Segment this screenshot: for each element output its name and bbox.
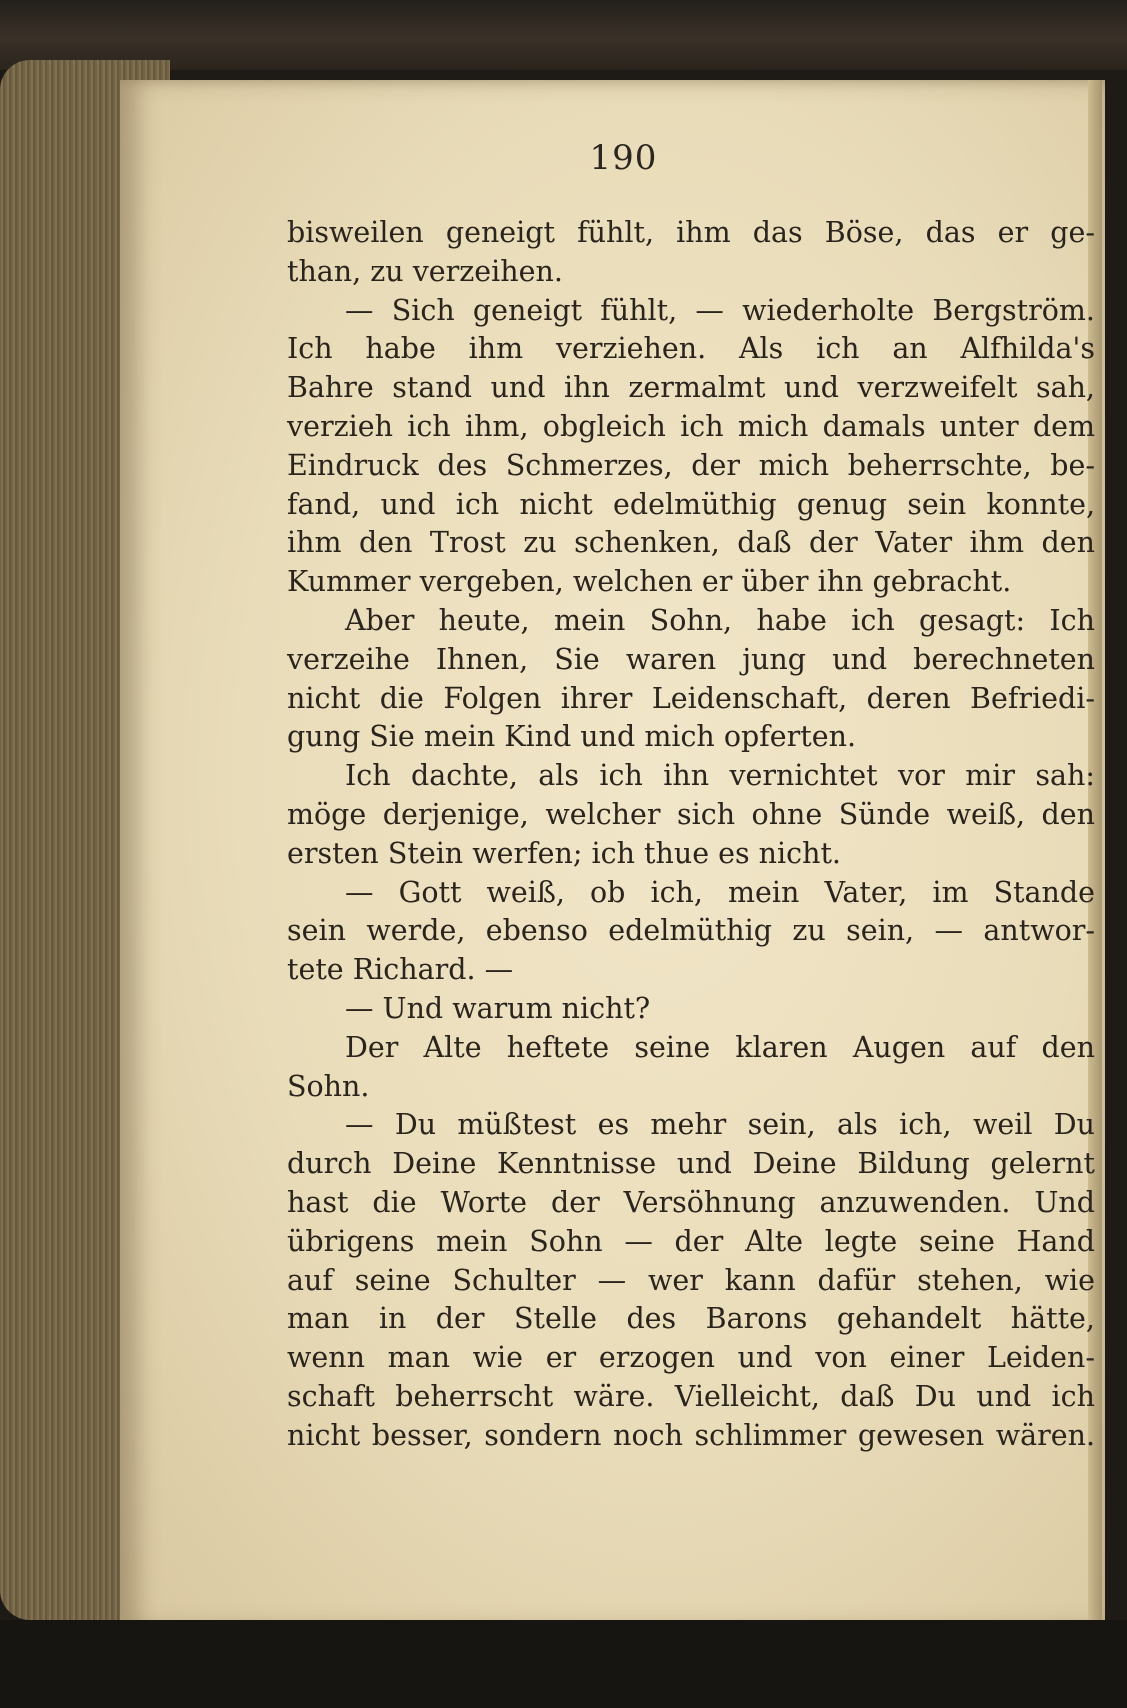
text-line: durch Deine Kenntnisse und Deine Bildung gelernt (287, 1147, 1095, 1181)
text-line: tete Richard. — (287, 953, 514, 987)
text-line: übrigens mein Sohn — der Alte legte seine Hand (287, 1224, 1095, 1258)
text-line: Sohn. (287, 1069, 370, 1103)
text-line: Kummer vergeben, welchen er über ihn gebracht. (287, 565, 1012, 599)
text-line: Ich habe ihm verziehen. Als ich an Alfhilda's (287, 332, 1095, 366)
text-line: nicht besser, sondern noch schlimmer gewesen wären. (287, 1418, 1095, 1452)
text-line: — Gott weiß, ob ich, mein Vater, im Stande (345, 875, 1095, 909)
text-line: man in der Stelle des Barons gehandelt hätte, (287, 1302, 1095, 1336)
text-line: schaft beherrscht wäre. Vielleicht, daß Du und ich (287, 1379, 1095, 1413)
text-line: hast die Worte der Versöhnung anzuwenden. Und (287, 1185, 1095, 1219)
text-line: Der Alte heftete seine klaren Augen auf den (345, 1030, 1095, 1064)
text-line: bisweilen geneigt fühlt, ihm das Böse, das er ge- (287, 216, 1095, 249)
text-line: Aber heute, mein Sohn, habe ich gesagt: Ich (345, 603, 1095, 637)
text-line: Eindruck des Schmerzes, der mich beherrschte, be- (287, 448, 1095, 482)
text-line: ersten Stein werfen; ich thue es nicht. (287, 836, 841, 870)
text-line: — Sich geneigt fühlt, — wiederholte Bergström. (345, 293, 1095, 327)
text-line: fand, und ich nicht edelmüthig genug sein konnte, (287, 487, 1095, 521)
text-line: verzeihe Ihnen, Sie waren jung und berechneten (287, 642, 1095, 676)
text-line: Bahre stand und ihn zermalmt und verzweifelt sah, (287, 371, 1095, 405)
background-bottom (0, 1620, 1127, 1708)
body-text (287, 214, 1095, 1456)
page-number: 190 (589, 138, 658, 178)
text-line: — Und warum nicht? (345, 991, 651, 1025)
text-line: than, zu verzeihen. (287, 254, 563, 288)
text-line: ihm den Trost zu schenken, daß der Vater ihm den (287, 526, 1095, 560)
text-line: sein werde, ebenso edelmüthig zu sein, — antwor- (287, 914, 1095, 948)
text-line: wenn man wie er erzogen und von einer Leiden- (287, 1341, 1095, 1375)
text-line: nicht die Folgen ihrer Leidenschaft, deren Befriedi- (287, 681, 1095, 715)
text-line: gung Sie mein Kind und mich opferten. (287, 720, 857, 754)
text-line: Ich dachte, als ich ihn vernichtet vor mir sah: (345, 759, 1095, 793)
text-line: möge derjenige, welcher sich ohne Sünde weiß, den (287, 797, 1095, 831)
text-line: verzieh ich ihm, obgleich ich mich damals unter dem (287, 409, 1095, 443)
text-line: auf seine Schulter — wer kann dafür stehen, wie (287, 1263, 1095, 1297)
text-line: — Du müßtest es mehr sein, als ich, weil Du (345, 1108, 1095, 1142)
